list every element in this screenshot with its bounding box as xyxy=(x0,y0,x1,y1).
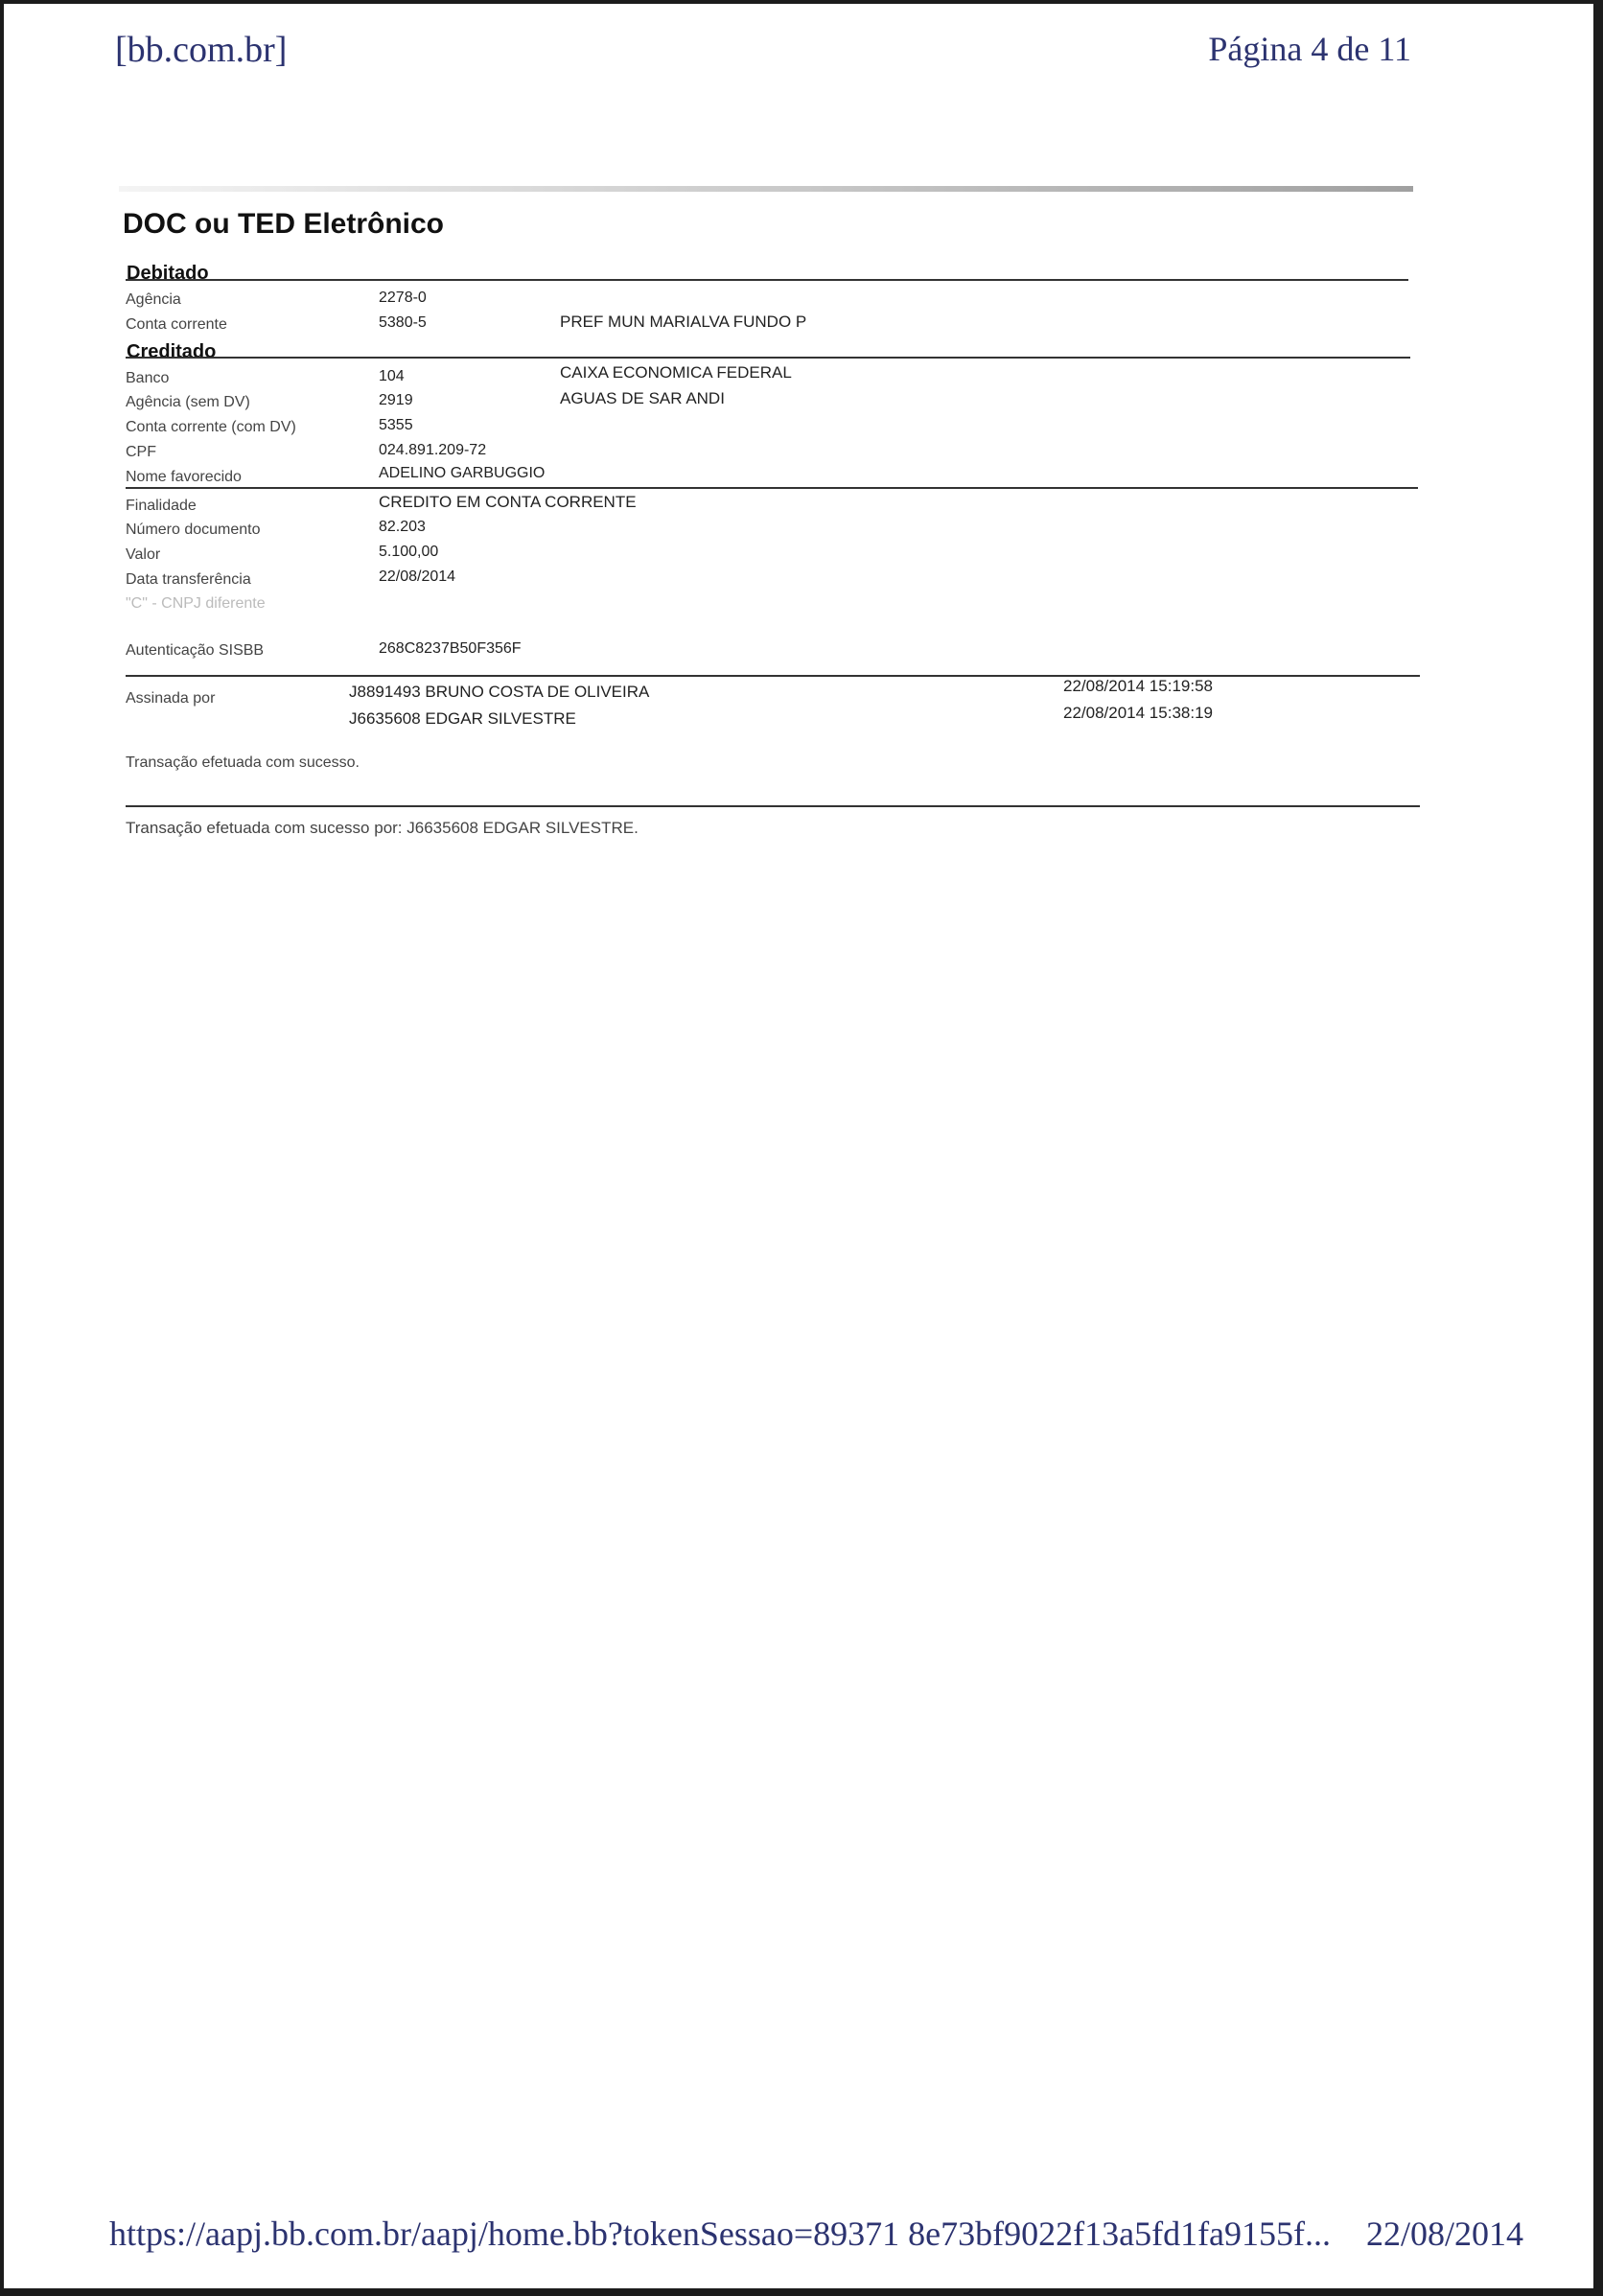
cpf-label: CPF xyxy=(126,444,156,460)
autenticacao-value: 268C8237B50F356F xyxy=(379,640,522,657)
data-transferencia-label: Data transferência xyxy=(126,571,251,588)
conta-value: 5380-5 xyxy=(379,314,427,331)
conta-name: PREF MUN MARIALVA FUNDO P xyxy=(560,313,807,331)
agencia-sem-dv-value: 2919 xyxy=(379,392,413,408)
nome-favorecido-label: Nome favorecido xyxy=(126,469,242,485)
site-header: [bb.com.br] xyxy=(115,30,288,70)
signer-2-name: J6635608 EDGAR SILVESTRE xyxy=(349,709,576,728)
numero-documento-value: 82.203 xyxy=(379,519,426,535)
status-message-final: Transação efetuada com sucesso por: J6635608 EDGAR SILVESTRE. xyxy=(126,819,639,837)
divider xyxy=(126,487,1418,489)
valor-label: Valor xyxy=(126,546,161,563)
banco-value: 104 xyxy=(379,368,405,384)
numero-documento-label: Número documento xyxy=(126,522,261,538)
footer-url: https://aapj.bb.com.br/aapj/home.bb?tokenSessao=89371 8e73bf9022f13a5fd1fa9155f... xyxy=(109,2215,1332,2253)
footer-date: 22/08/2014 xyxy=(1366,2215,1524,2253)
banco-name: CAIXA ECONOMICA FEDERAL xyxy=(560,363,792,382)
signer-1-datetime: 22/08/2014 15:19:58 xyxy=(1063,677,1213,695)
document-page xyxy=(4,4,1593,2288)
print-footer xyxy=(109,2214,1523,2254)
page-indicator: Página 4 de 11 xyxy=(1208,30,1411,68)
agencia-name: AGUAS DE SAR ANDI xyxy=(560,389,725,407)
document-title: DOC ou TED Eletrônico xyxy=(123,208,445,240)
finalidade-value: CREDITO EM CONTA CORRENTE xyxy=(379,493,637,511)
signer-2-datetime: 22/08/2014 15:38:19 xyxy=(1063,704,1213,722)
autenticacao-label: Autenticação SISBB xyxy=(126,642,265,659)
status-message: Transação efetuada com sucesso. xyxy=(126,754,360,771)
section-debitado: Debitado xyxy=(127,263,209,284)
data-transferencia-value: 22/08/2014 xyxy=(379,568,456,585)
signer-1-name: J8891493 BRUNO COSTA DE OLIVEIRA xyxy=(349,683,650,701)
section-creditado: Creditado xyxy=(127,341,217,362)
cpf-value: 024.891.209-72 xyxy=(379,442,487,458)
divider xyxy=(126,675,1420,677)
cnpj-diferente-label: "C" - CNPJ diferente xyxy=(126,595,266,612)
conta-com-dv-value: 5355 xyxy=(379,417,413,433)
finalidade-label: Finalidade xyxy=(126,498,197,514)
agencia-label: Agência xyxy=(126,291,181,308)
nome-favorecido-value: ADELINO GARBUGGIO xyxy=(379,465,546,481)
divider xyxy=(126,357,1410,359)
conta-com-dv-label: Conta corrente (com DV) xyxy=(126,419,296,435)
scan-artifact xyxy=(119,186,1413,192)
assinada-por-label: Assinada por xyxy=(126,690,216,707)
agencia-sem-dv-label: Agência (sem DV) xyxy=(126,394,250,410)
banco-label: Banco xyxy=(126,370,170,386)
divider xyxy=(126,805,1420,807)
conta-label: Conta corrente xyxy=(126,316,227,333)
valor-value: 5.100,00 xyxy=(379,544,439,560)
agencia-value: 2278-0 xyxy=(379,290,427,306)
divider xyxy=(126,279,1408,281)
